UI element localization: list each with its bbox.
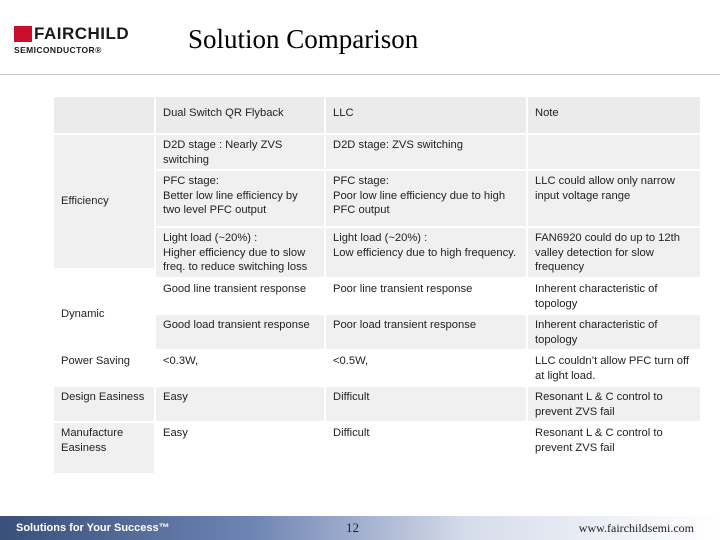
fairchild-logo xyxy=(14,26,152,55)
header-llc-label: LLC xyxy=(333,107,354,119)
slide-title: Solution Comparison xyxy=(188,24,419,54)
dynamic-label: Dynamic xyxy=(61,307,105,320)
header-cell-note xyxy=(528,97,700,133)
logo-wordmark xyxy=(14,26,152,42)
cell-line-transient-note: Inherent characteristic of topology xyxy=(528,279,700,313)
cell-power-llc: <0.5W, xyxy=(326,351,526,385)
cell-manufacture-flyback: Easy xyxy=(156,423,324,473)
header-cell-llc xyxy=(326,97,526,133)
logo-red-bar xyxy=(14,26,32,42)
cell-manufacture-llc: Difficult xyxy=(326,423,526,473)
cell-pfc-note: LLC could allow only narrow input voltage range xyxy=(528,171,700,226)
cell-load-transient-flyback: Good load transient response xyxy=(156,315,324,349)
row-label-design-easiness: Design Easiness xyxy=(54,387,154,421)
cell-manufacture-note: Resonant L & C control to prevent ZVS fail xyxy=(528,423,700,473)
header-flyback-label: Dual Switch QR Flyback xyxy=(163,107,284,119)
title-divider xyxy=(0,74,720,75)
cell-lightload-note: FAN6920 could do up to 12th valley detection for slow frequency xyxy=(528,228,700,277)
cell-d2d-llc: D2D stage: ZVS switching xyxy=(326,135,526,169)
row-label-efficiency xyxy=(54,135,154,268)
efficiency-label: Efficiency xyxy=(61,195,109,208)
cell-line-transient-llc: Poor line transient response xyxy=(326,279,526,313)
cell-lightload-llc: Light load (~20%) : Low efficiency due to high frequency. xyxy=(326,228,526,277)
cell-design-llc: Difficult xyxy=(326,387,526,421)
header-note-label: Note xyxy=(535,107,559,119)
cell-load-transient-note: Inherent characteristic of topology xyxy=(528,315,700,349)
header-cell-flyback xyxy=(156,97,324,133)
cell-d2d-note xyxy=(528,135,700,169)
cell-pfc-llc: PFC stage: Poor low line efficiency due to high PFC output xyxy=(326,171,526,226)
logo-name: FAIRCHILD xyxy=(34,24,130,43)
cell-power-note: LLC couldn’t allow PFC turn off at light load. xyxy=(528,351,700,385)
cell-load-transient-llc: Poor load transient response xyxy=(326,315,526,349)
footer-website: www.fairchildsemi.com xyxy=(578,521,694,535)
footer-tagline: Solutions for Your Success™ xyxy=(16,522,170,534)
cell-design-note: Resonant L & C control to prevent ZVS fail xyxy=(528,387,700,421)
row-label-manufacture-easiness: Manufacture Easiness xyxy=(54,423,154,473)
row-label-dynamic xyxy=(54,279,154,349)
page-number: 12 xyxy=(346,520,359,535)
header-cell-empty xyxy=(54,97,154,133)
cell-line-transient-flyback: Good line transient response xyxy=(156,279,324,313)
cell-d2d-flyback: D2D stage : Nearly ZVS switching xyxy=(156,135,324,169)
row-label-power-saving: Power Saving xyxy=(54,351,154,385)
cell-design-flyback: Easy xyxy=(156,387,324,421)
cell-lightload-flyback: Light load (~20%) : Higher efficiency due to slow freq. to reduce switching loss xyxy=(156,228,324,277)
cell-pfc-flyback: PFC stage: Better low line efficiency by two level PFC output xyxy=(156,171,324,226)
logo-subtitle: SEMICONDUCTOR® xyxy=(14,45,102,55)
cell-power-flyback: <0.3W, xyxy=(156,351,324,385)
